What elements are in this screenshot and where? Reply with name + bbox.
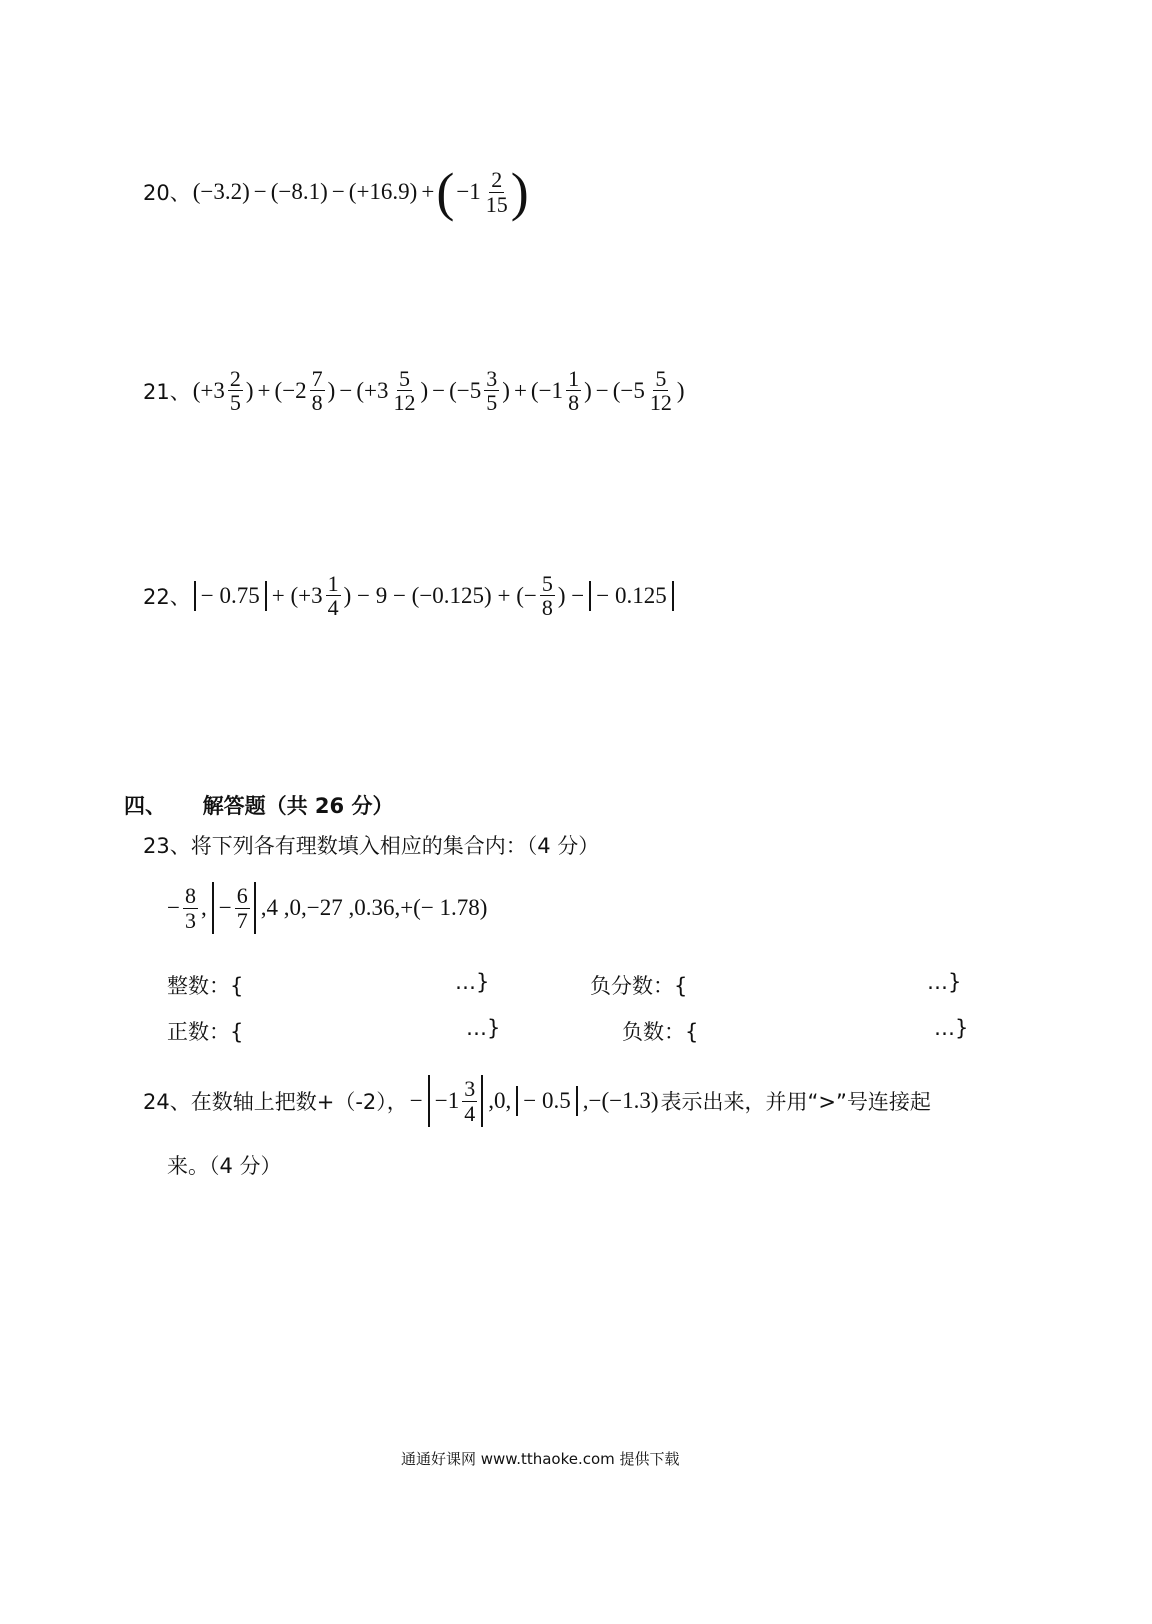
q21-term-numerator: 1: [568, 366, 580, 391]
q21-term-close-paren: ): [676, 377, 685, 403]
q20-term1: (−3.2): [192, 179, 250, 204]
negatives-set-end: …}: [934, 1016, 969, 1040]
q21-term-close-paren: ): [327, 377, 336, 403]
section-4-title: 解答题（共 26 分）: [202, 794, 394, 818]
q21-operator: −: [339, 377, 353, 403]
q21-term-denominator: 5: [229, 390, 241, 416]
q24-inner-denominator: 4: [464, 1100, 476, 1126]
q22-fraction-b: [326, 572, 341, 619]
q23-item1-denominator: 3: [184, 907, 196, 933]
q20-close-paren: ): [510, 162, 529, 222]
q24-lead: 24、在数轴上把数+（-2），: [143, 1090, 408, 1114]
question-23-prompt: 23、将下列各有理数填入相应的集合内：（4 分）: [143, 834, 600, 858]
q21-term-denominator: 8: [568, 390, 580, 416]
q22-term-b: + (+3: [271, 582, 323, 608]
q21-operator: −: [432, 377, 446, 403]
q21-label: 21、: [143, 379, 191, 404]
q21-term-whole: (+3: [356, 377, 389, 403]
q22-term-e: ) −: [557, 582, 585, 608]
q20-op1: −: [253, 179, 267, 204]
q21-term-fraction: [228, 367, 243, 414]
q21-term-denominator: 12: [649, 390, 672, 416]
q21-term-numerator: 2: [229, 366, 241, 391]
q24-after: ,−(−1.3): [582, 1088, 659, 1113]
q22-fraction-b-denominator: 4: [327, 595, 339, 621]
q21-operator: +: [257, 377, 271, 403]
negative-fractions-set-label: 负分数：{: [590, 974, 688, 998]
q24-line2: 来。（4 分）: [167, 1154, 282, 1178]
q21-term-fraction: [484, 367, 499, 414]
integers-set-end: …}: [455, 970, 490, 994]
q21-term-close-paren: ): [245, 377, 254, 403]
section-4-heading: [124, 790, 393, 820]
q21-term-denominator: 8: [311, 390, 323, 416]
q22-fraction-d-numerator: 5: [541, 571, 553, 596]
section-4-number: 四、: [124, 794, 166, 818]
q23-item1-numerator: 8: [184, 883, 196, 909]
q24-abs-bar-left-1: [428, 1075, 430, 1127]
q24-mid: ,0,: [488, 1088, 512, 1113]
q21-term-close-paren: ): [584, 377, 592, 403]
q21-term-numerator: 5: [655, 366, 667, 391]
q22-label: 22、: [143, 584, 191, 609]
q24-inner-whole: −1: [434, 1088, 460, 1113]
positives-set-end: …}: [466, 1016, 501, 1040]
negative-fractions-set-end: …}: [927, 970, 962, 994]
q22-fraction-d-denominator: 8: [541, 595, 553, 621]
q21-term-fraction: [310, 367, 325, 414]
integers-set-label: 整数：{: [167, 974, 244, 998]
q21-term-whole: (+3: [192, 377, 225, 403]
q21-term-fraction: [391, 367, 417, 414]
q23-abs-bar-left: [212, 882, 214, 934]
q24-abs-bar-right-2: [576, 1086, 578, 1116]
q23-abs-bar-right: [254, 882, 256, 934]
q20-term4-whole: −1: [456, 179, 481, 204]
q20-term3: (+16.9): [348, 179, 418, 204]
q20-fraction-numerator: 2: [491, 167, 503, 193]
q20-fraction: [484, 168, 510, 215]
q21-term-close-paren: ): [502, 377, 510, 403]
q24-inner-numerator: 3: [464, 1076, 476, 1102]
footer-text: 通通好课网 www.tthaoke.com 提供下载: [401, 1450, 680, 1468]
q21-term-close-paren: ): [420, 377, 429, 403]
q21-term-whole: (−2: [274, 377, 307, 403]
q23-item2-denominator: 7: [236, 907, 248, 933]
q21-term-fraction: [648, 367, 674, 414]
q20-open-paren: (: [436, 162, 455, 222]
q21-term-numerator: 3: [486, 366, 498, 391]
q24-minus: −: [409, 1088, 423, 1113]
positives-set-label: 正数：{: [167, 1020, 244, 1044]
q23-item2-sign: −: [218, 895, 232, 920]
q24-abs-bar-right-1: [481, 1075, 483, 1127]
q21-term-whole: (−1: [530, 377, 564, 403]
question-23-number-list: [165, 882, 489, 934]
q21-operator: −: [595, 377, 609, 403]
q22-fraction-d: [540, 572, 555, 619]
q21-operator: +: [513, 377, 527, 403]
q24-tail: 表示出来，并用“>”号连接起: [660, 1090, 931, 1114]
question-22: [143, 572, 677, 619]
q22-fraction-b-numerator: 1: [327, 571, 339, 596]
q21-term-whole: (−5: [612, 377, 645, 403]
q22-abs-bar-left-2: [589, 581, 591, 611]
q21-term-fraction: [566, 367, 581, 414]
q21-term-denominator: 12: [393, 390, 416, 416]
q21-term-whole: (−5: [449, 377, 482, 403]
q21-expression: [191, 367, 687, 414]
q22-abs-bar-right-1: [265, 581, 267, 611]
q23-item1-sign: −: [167, 895, 180, 920]
q23-item2-fraction: [235, 884, 250, 931]
q20-fraction-denominator: 15: [485, 191, 508, 217]
q20-op2: −: [331, 179, 345, 204]
q21-term-denominator: 5: [486, 390, 498, 416]
q22-abs-value-1: − 0.75: [200, 582, 260, 608]
q23-item2-numerator: 6: [236, 883, 248, 909]
q24-inner-fraction: [462, 1077, 477, 1124]
q22-abs-bar-right-2: [672, 581, 674, 611]
q23-item1-fraction: [183, 884, 198, 931]
q24-abs-value-2: − 0.5: [523, 1088, 571, 1113]
q20-op3: +: [421, 179, 435, 204]
question-24: [143, 1075, 931, 1127]
q24-abs-bar-left-2: [516, 1086, 518, 1116]
negatives-set-label: 负数：{: [622, 1020, 699, 1044]
q21-term-numerator: 7: [311, 366, 323, 391]
q21-term-numerator: 5: [398, 366, 410, 391]
q23-comma: ,: [200, 895, 207, 920]
q20-term2: (−8.1): [270, 179, 328, 204]
question-21: [143, 367, 687, 414]
q22-abs-bar-left-1: [194, 581, 196, 611]
q22-abs-value-2: − 0.125: [596, 582, 667, 608]
q20-label: 20、: [143, 181, 191, 205]
q22-term-c: ) − 9 − (−0.125) + (−: [343, 582, 537, 608]
q23-rest-of-list: ,4 ,0,−27 ,0.36,+(− 1.78): [260, 895, 488, 920]
question-20: [143, 162, 529, 222]
